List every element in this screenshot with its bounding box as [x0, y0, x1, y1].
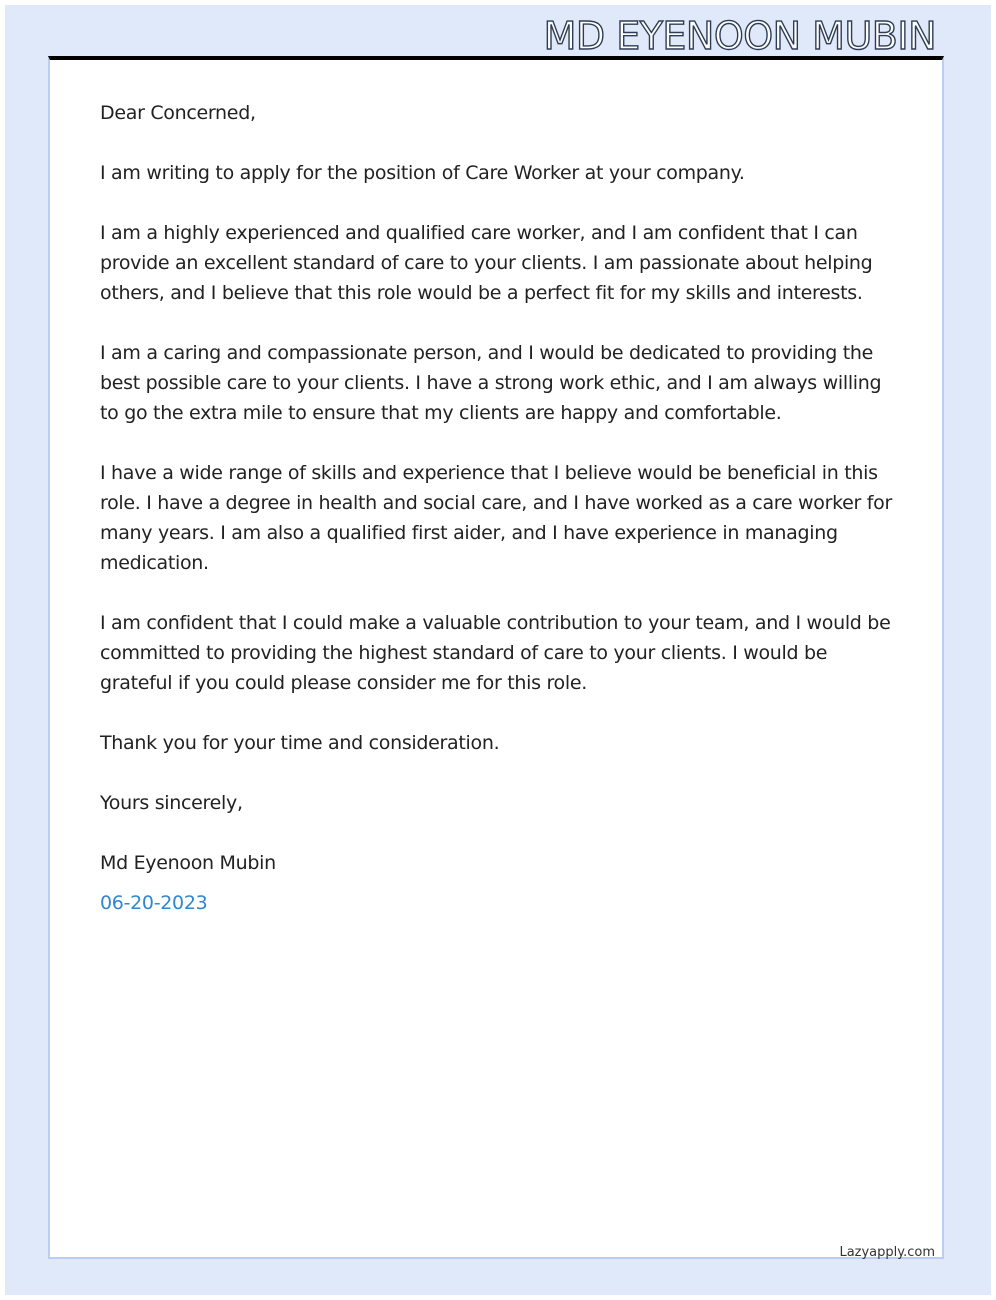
signer-name: Md Eyenoon Mubin	[100, 852, 276, 874]
salutation: Dear Concerned,	[100, 102, 256, 124]
letter-paragraph: I am a highly experienced and qualified care worker, and I am confident that I can provide an excellent standard of care to your clients. I am passionate about helping others, and I believe that this role would be a perfect fit for my skills and interests.	[100, 222, 873, 304]
letter-date: 06-20-2023	[100, 892, 208, 914]
letter-paragraph: I have a wide range of skills and experience that I believe would be beneficial in this role. I have a degree in health and social care, and I have worked as a care worker for many years. I am also a qualified first aider, and I have experience in managing medication.	[100, 462, 892, 574]
letter-paragraph: I am confident that I could make a valuable contribution to your team, and I would be committed to providing the highest standard of care to your clients. I would be grateful if you could please consider me for this role.	[100, 612, 891, 694]
letter-paragraph: I am a caring and compassionate person, and I would be dedicated to providing the best possible care to your clients. I have a strong work ethic, and I am always willing to go the extra mile to ensure that my clients are happy and comfortable.	[100, 342, 882, 424]
footer-brand: Lazyapply.com	[839, 1245, 935, 1260]
closing: Yours sincerely,	[100, 792, 243, 814]
letter-paragraph: Thank you for your time and consideration.	[100, 732, 500, 754]
cover-letter-body	[100, 98, 900, 918]
applicant-name-header: MD EYENOON MUBIN	[543, 14, 936, 58]
letter-paragraph: I am writing to apply for the position of Care Worker at your company.	[100, 162, 745, 184]
